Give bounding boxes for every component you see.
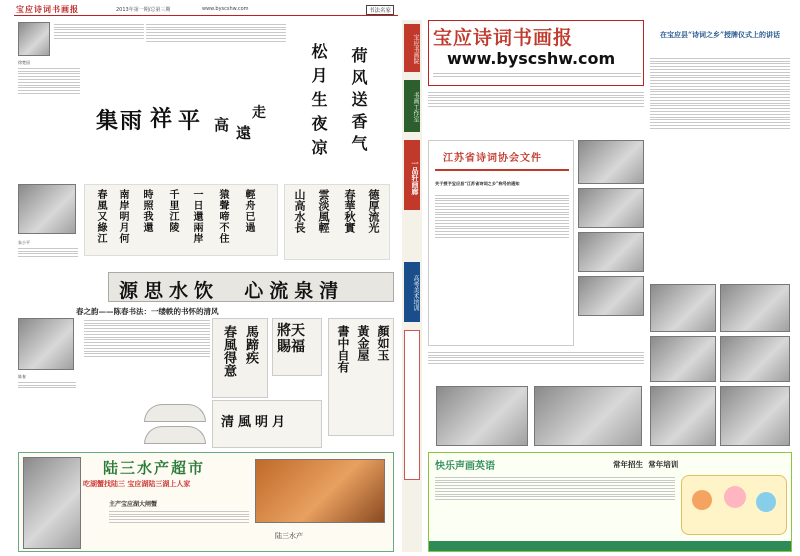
- calligraphy-work-7: 書中自有 黃金屋 顏如玉: [328, 318, 394, 436]
- masthead: [428, 20, 644, 86]
- english-ad: [428, 452, 792, 552]
- artist1-bio: [146, 22, 286, 62]
- ad-sub: 主产宝应湖大闸蟹: [109, 501, 158, 508]
- right-photo-2: [720, 284, 790, 332]
- right-info-block: [428, 90, 644, 132]
- artist1-bio-intro: [54, 22, 144, 58]
- center-box-2: 书画工作室: [404, 80, 420, 132]
- artist1-name: 徐楚国: [18, 60, 30, 65]
- center-ad-block: [404, 330, 420, 480]
- ad-owner-photo: [23, 457, 81, 549]
- calligraphy-work-2: 高 遠 走: [214, 105, 266, 142]
- right-photo-6: [720, 386, 790, 446]
- doc-title: 江苏省诗词协会文件: [443, 153, 542, 164]
- banner-scroll: [108, 272, 394, 302]
- event-photo-1: [578, 140, 644, 184]
- ad-title: 陆三水产超市: [103, 459, 206, 477]
- english-ad-title: 快乐声画英语: [435, 461, 495, 472]
- official-document: [428, 140, 574, 346]
- artist3-group: [18, 318, 78, 398]
- calligraphy-work-6: 將天 賜福: [272, 318, 322, 376]
- section2-title: 春之韵——陈春书法：一缕帙的书怀的清风: [76, 307, 219, 316]
- right-headline: 在宝应县“诗词之乡”授牌仪式上的讲话: [659, 30, 781, 39]
- doc-subtitle: 关于授予宝应县“江苏省诗词之乡”称号的通知: [435, 181, 520, 186]
- header-title: 宝应诗词书画报: [16, 4, 79, 14]
- event-photo-6: [534, 386, 642, 446]
- calligraphy-work-3: 春風又綠江 南岸明月何 時照我還 千里江陵 一日還兩岸 猿聲啼不住 輕舟已過: [84, 184, 278, 256]
- artist2-name: 朱小平: [18, 240, 30, 245]
- artist2-photo: [18, 184, 76, 234]
- calligraphy-work-5: 春風得意 馬蹄疾: [212, 318, 268, 398]
- ad-signature: 陆三水产: [275, 532, 303, 540]
- artist3-photo: [18, 318, 74, 370]
- artist3-name: 陈春: [18, 374, 26, 379]
- artist2-group: [18, 184, 80, 270]
- header-issue: 2013年第一期/总第三期: [116, 7, 171, 13]
- event-photo-2: [578, 188, 644, 228]
- artist1-photo: [18, 22, 50, 56]
- calligraphy-scroll-2: 荷风送香气: [349, 47, 368, 157]
- artist3-bio: [84, 318, 210, 398]
- center-box-3: 一品轩画廊: [404, 140, 420, 210]
- event-photo-3: [578, 232, 644, 272]
- english-ad-subtitle: 常年招生 常年培训: [613, 460, 679, 469]
- fan-artworks: [144, 400, 206, 448]
- section-label: 书法名家: [366, 5, 394, 15]
- calligraphy-work-1: 集雨 祥 平: [96, 106, 201, 134]
- artist1-bio-2: [18, 66, 80, 142]
- seafood-ad: [18, 452, 394, 552]
- event-photo-5: [436, 386, 528, 446]
- calligraphy-work-4: 山高水長 雲淡風輕 春華秋實 德厚流光: [284, 184, 390, 260]
- right-column-article: [650, 56, 790, 280]
- banner-scroll-text: 源思水饮 心流泉清: [119, 280, 345, 302]
- right-photo-1: [650, 284, 716, 332]
- ad-crab-photo: [255, 459, 385, 523]
- masthead-url: www.byscshw.com: [447, 49, 616, 68]
- right-article-body: [428, 350, 644, 384]
- right-photo-5: [650, 386, 716, 446]
- calligraphy-work-8: 清風明月: [212, 400, 322, 448]
- masthead-title: 宝应诗词书画报: [433, 27, 574, 49]
- calligraphy-scroll-1: 松月生夜凉: [309, 43, 328, 163]
- cartoon-kids: [681, 475, 787, 535]
- event-photo-4: [578, 276, 644, 316]
- ad-slogan: 吃湖蟹找陆三 宝应湖陆三湖上人家: [83, 479, 191, 488]
- left-header: [14, 4, 398, 16]
- center-ad: 高考美术培训: [404, 262, 420, 322]
- header-website: www.byscshw.com: [202, 6, 249, 12]
- right-photo-3: [650, 336, 716, 382]
- right-photo-4: [720, 336, 790, 382]
- center-box-1: 宝应书画院: [404, 24, 420, 72]
